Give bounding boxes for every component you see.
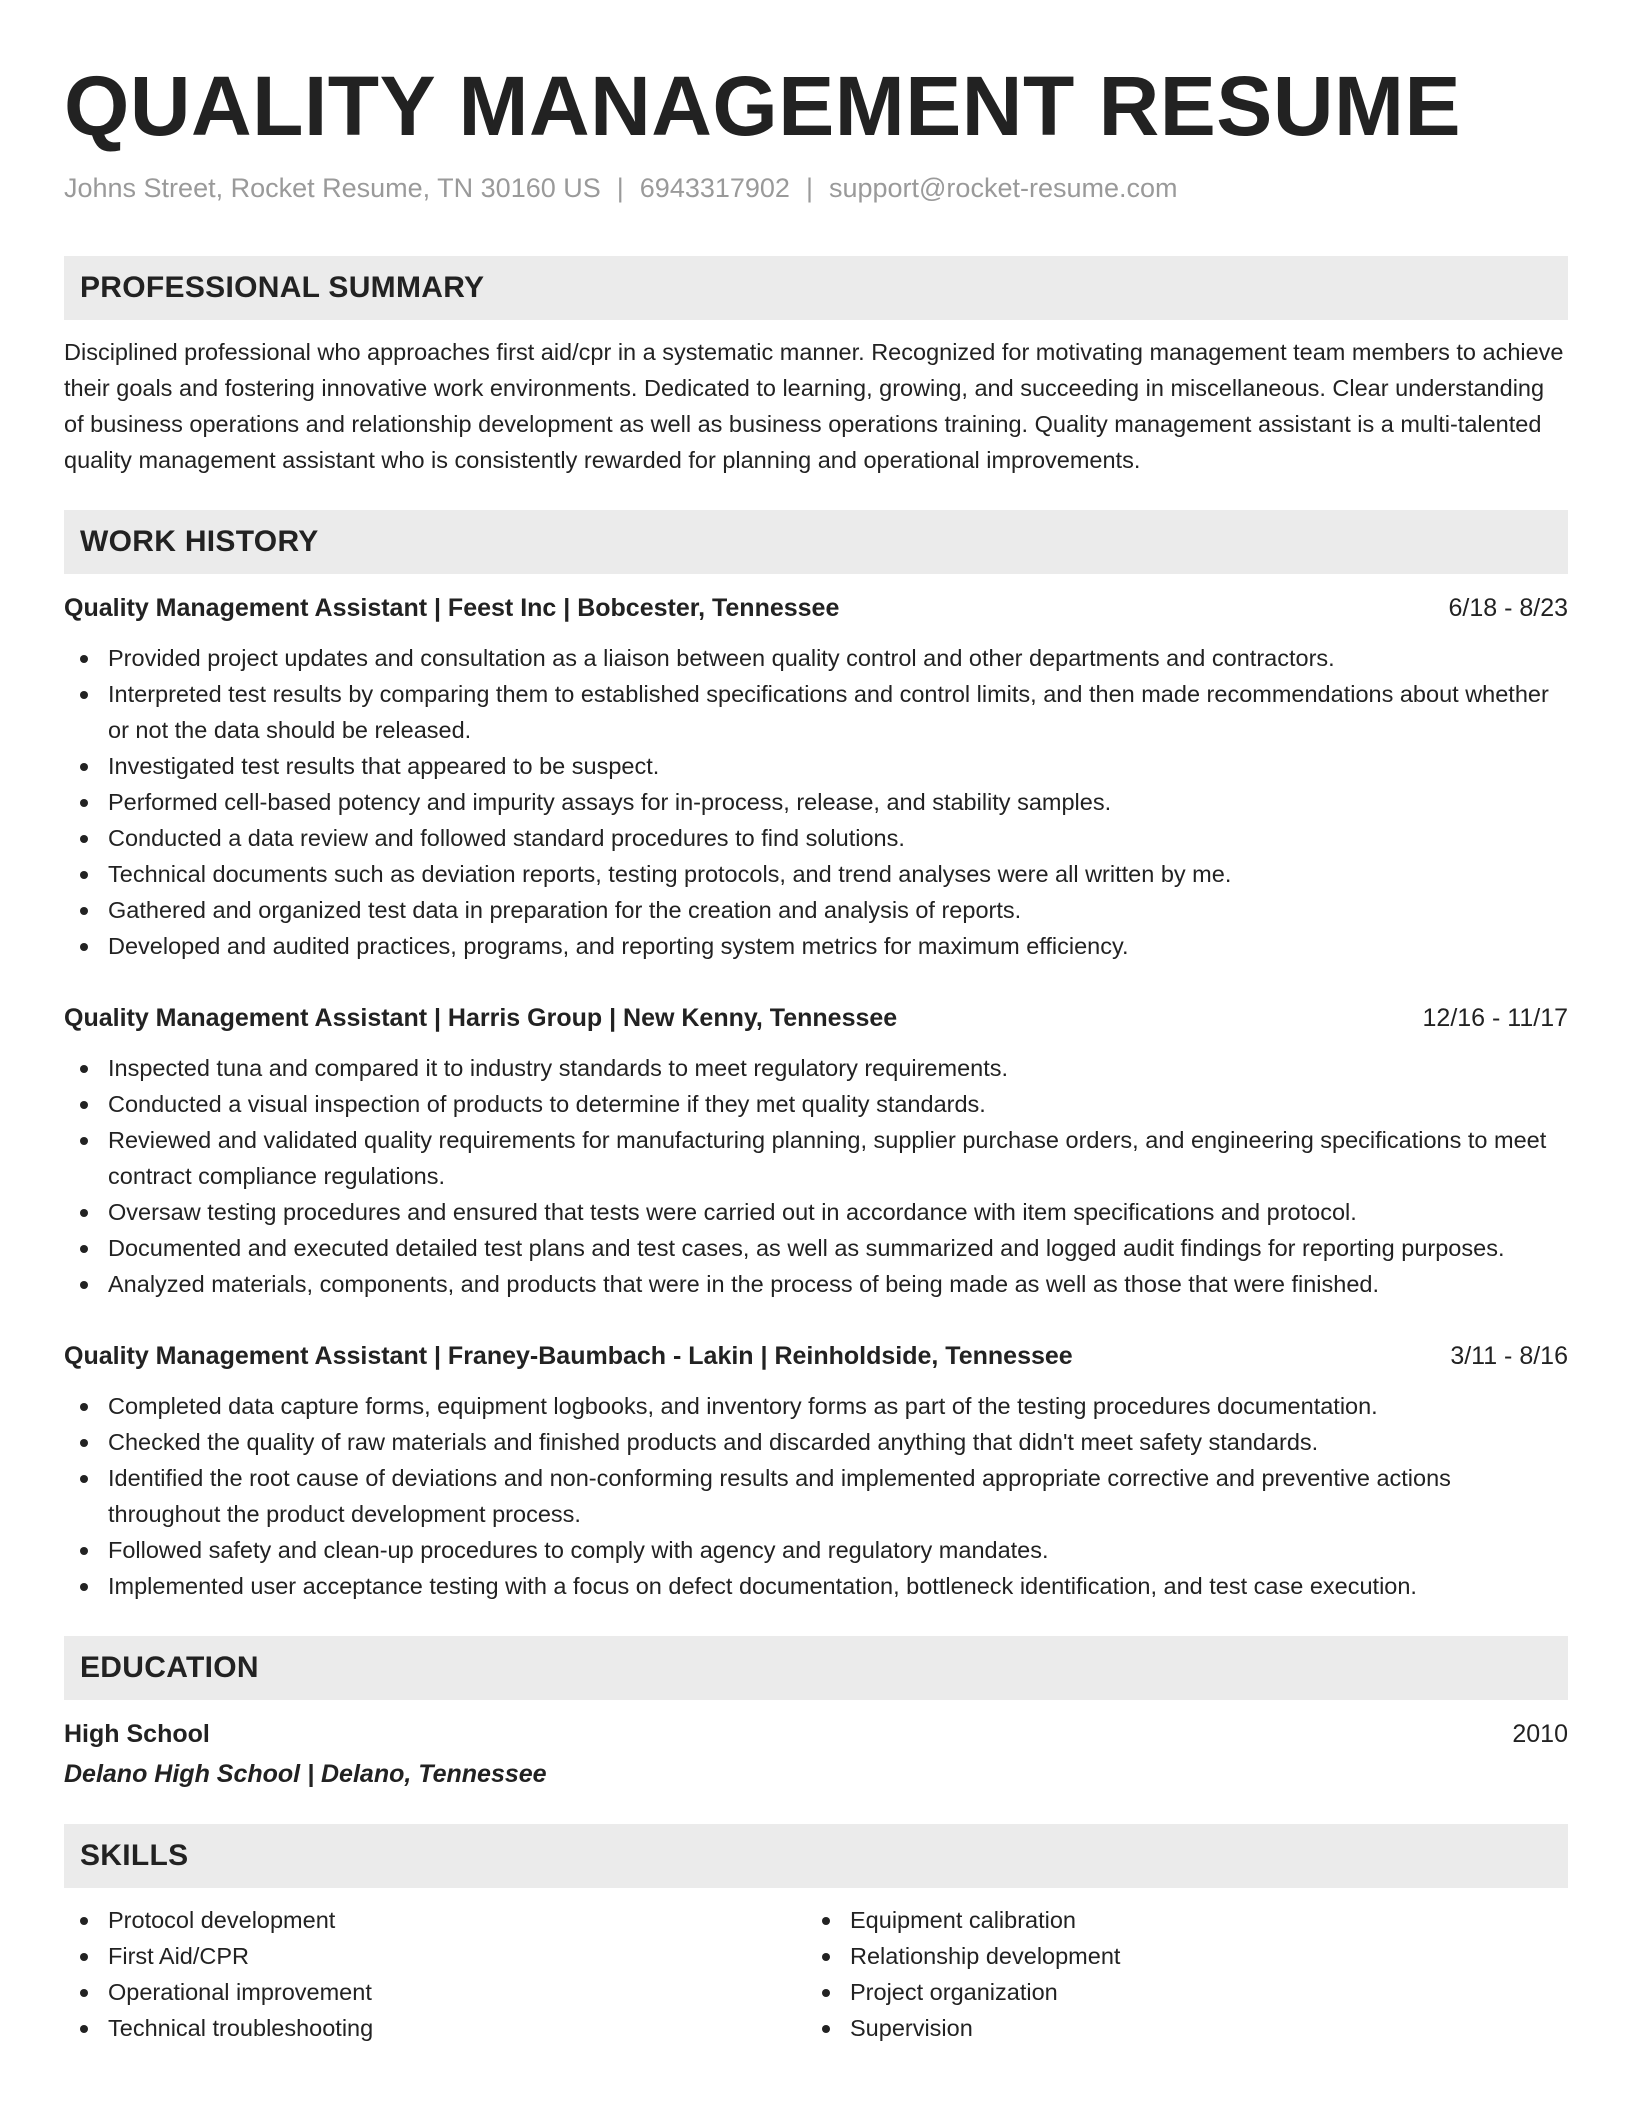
contact-address: Johns Street, Rocket Resume, TN 30160 US (64, 173, 601, 203)
section-heading: SKILLS (80, 1839, 189, 1872)
list-item: Protocol development (64, 1902, 806, 1938)
education-school: Delano High School | Delano, Tennessee (64, 1760, 547, 1788)
list-item: Identified the root cause of deviations and non-conforming results and implemented appropriate corrective and preventive actions throughout the product development process. (64, 1460, 1568, 1532)
education-header (64, 1716, 1568, 1752)
resume-page (64, 0, 1568, 2046)
job-bullets (64, 1050, 1568, 1302)
job-header (64, 590, 1568, 626)
professional-summary-section (64, 256, 1568, 478)
skills-list (806, 1902, 1548, 2046)
job-dates: 6/18 - 8/23 (1448, 594, 1568, 622)
job-title: Quality Management Assistant | Franey-Baumbach - Lakin | Reinholdside, Tennessee (64, 1342, 1073, 1370)
list-item: Conducted a data review and followed standard procedures to find solutions. (64, 820, 1568, 856)
list-item: Supervision (806, 2010, 1548, 2046)
contact-separator: | (805, 173, 813, 203)
list-item: Oversaw testing procedures and ensured that tests were carried out in accordance with item specifications and protocol. (64, 1194, 1568, 1230)
list-item: Equipment calibration (806, 1902, 1548, 1938)
list-item: Performed cell-based potency and impurity assays for in-process, release, and stability samples. (64, 784, 1568, 820)
job-title: Quality Management Assistant | Harris Group | New Kenny, Tennessee (64, 1004, 898, 1032)
contact-line (64, 170, 1568, 206)
education-degree: High School (64, 1720, 210, 1748)
skills-column-right (806, 1902, 1548, 2046)
list-item: Conducted a visual inspection of products to determine if they met quality standards. (64, 1086, 1568, 1122)
job-dates: 12/16 - 11/17 (1422, 1004, 1568, 1032)
skills-column-left (64, 1902, 806, 2046)
job-header (64, 1338, 1568, 1374)
section-heading: PROFESSIONAL SUMMARY (80, 271, 485, 304)
list-item: Operational improvement (64, 1974, 806, 2010)
list-item: Completed data capture forms, equipment logbooks, and inventory forms as part of the testing procedures documentation. (64, 1388, 1568, 1424)
list-item: Technical documents such as deviation reports, testing protocols, and trend analyses were all written by me. (64, 856, 1568, 892)
list-item: First Aid/CPR (64, 1938, 806, 1974)
list-item: Checked the quality of raw materials and finished products and discarded anything that didn't meet safety standards. (64, 1424, 1568, 1460)
job-bullets (64, 1388, 1568, 1604)
job-bullets (64, 640, 1568, 964)
list-item: Interpreted test results by comparing them to established specifications and control limits, and then made recommendations about whether or not the data should be released. (64, 676, 1568, 748)
list-item: Followed safety and clean-up procedures to comply with agency and regulatory mandates. (64, 1532, 1568, 1568)
education-year: 2010 (1512, 1720, 1568, 1748)
section-header (64, 1636, 1568, 1700)
list-item: Implemented user acceptance testing with a focus on defect documentation, bottleneck identification, and test case execution. (64, 1568, 1568, 1604)
work-history-section (64, 510, 1568, 1604)
contact-email: support@rocket-resume.com (828, 173, 1178, 203)
job-entry (64, 590, 1568, 964)
contact-separator: | (616, 173, 624, 203)
list-item: Documented and executed detailed test plans and test cases, as well as summarized and logged audit findings for reporting purposes. (64, 1230, 1568, 1266)
list-item: Inspected tuna and compared it to industry standards to meet regulatory requirements. (64, 1050, 1568, 1086)
skills-section (64, 1824, 1568, 2046)
list-item: Analyzed materials, components, and products that were in the process of being made as well as those that were finished. (64, 1266, 1568, 1302)
job-entry (64, 1338, 1568, 1604)
skills-list (64, 1902, 806, 2046)
education-section (64, 1636, 1568, 1792)
section-header (64, 256, 1568, 320)
list-item: Project organization (806, 1974, 1548, 2010)
section-header (64, 1824, 1568, 1888)
list-item: Gathered and organized test data in preparation for the creation and analysis of reports. (64, 892, 1568, 928)
skills-grid (64, 1902, 1568, 2046)
section-heading: EDUCATION (80, 1651, 259, 1684)
list-item: Investigated test results that appeared to be suspect. (64, 748, 1568, 784)
section-header (64, 510, 1568, 574)
job-entry (64, 1000, 1568, 1302)
job-dates: 3/11 - 8/16 (1450, 1342, 1568, 1370)
job-header (64, 1000, 1568, 1036)
resume-title: QUALITY MANAGEMENT RESUME (64, 59, 1461, 153)
list-item: Developed and audited practices, programs, and reporting system metrics for maximum efficiency. (64, 928, 1568, 964)
summary-text: Disciplined professional who approaches first aid/cpr in a systematic manner. Recognized for motivating management team members to achieve their goals and fostering innovative work environments. Dedicated to learning, growing, and succeeding in miscellaneous. Clear understanding of business operations and relationship development as well as business operations training. Quality management assistant is a multi-talented quality management assistant who is consistently rewarded for planning and operational improvements. (64, 339, 1564, 473)
job-title: Quality Management Assistant | Feest Inc | Bobcester, Tennessee (64, 594, 840, 622)
list-item: Relationship development (806, 1938, 1548, 1974)
section-heading: WORK HISTORY (80, 525, 319, 558)
list-item: Technical troubleshooting (64, 2010, 806, 2046)
list-item: Provided project updates and consultation as a liaison between quality control and other departments and contractors. (64, 640, 1568, 676)
list-item: Reviewed and validated quality requirements for manufacturing planning, supplier purchase orders, and engineering specifications to meet contract compliance regulations. (64, 1122, 1568, 1194)
contact-phone: 6943317902 (639, 173, 790, 203)
